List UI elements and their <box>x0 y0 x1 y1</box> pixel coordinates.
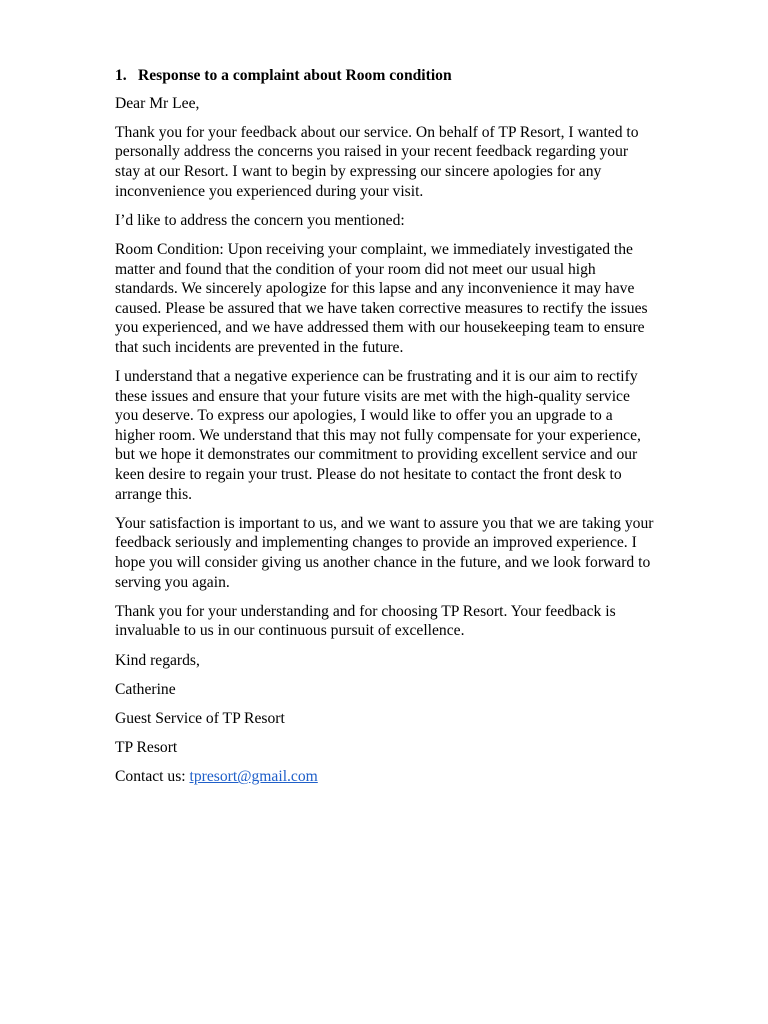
paragraph-line: standards. We sincerely apologize for this lapse and any inconvenience it may have <box>115 280 635 298</box>
signature-company: TP Resort <box>115 739 178 757</box>
paragraph-line: caused. Please be assured that we have taken corrective measures to rectify the issues <box>115 299 648 317</box>
paragraph-line: higher room. We understand that this may not fully compensate for your experience, <box>115 426 641 444</box>
paragraph-line: serving you again. <box>115 573 230 591</box>
paragraph-line: you experienced, and we have addressed them with our housekeeping team to ensure <box>115 319 645 337</box>
paragraph-line: Thank you for your feedback about our service. On behalf of TP Resort, I wanted to <box>115 123 639 141</box>
paragraph-intro <box>115 123 700 201</box>
signature-role: Guest Service of TP Resort <box>115 709 285 727</box>
paragraph-line: I’d like to address the concern you mentioned: <box>115 211 405 229</box>
paragraph-line: Your satisfaction is important to us, and we want to assure you that we are taking your <box>115 514 654 532</box>
email-link[interactable]: tpresort@gmail.com <box>189 768 318 786</box>
paragraph-line: personally address the concerns you raised in your recent feedback regarding your <box>115 143 629 161</box>
paragraph-line: you deserve. To express our apologies, I would like to offer you an upgrade to a <box>115 407 613 425</box>
paragraph-line: that such incidents are prevented in the future. <box>115 338 404 356</box>
paragraph-line: keen desire to regain your trust. Please do not hesitate to contact the front desk to <box>115 466 622 484</box>
paragraph-line: but we hope it demonstrates our commitment to providing excellent service and our <box>115 446 638 464</box>
letter-document <box>115 66 700 797</box>
signature-name: Catherine <box>115 680 176 698</box>
paragraph-line: Thank you for your understanding and for choosing TP Resort. Your feedback is <box>115 602 616 620</box>
paragraph-line: these issues and ensure that your future visits are met with the high-quality service <box>115 387 630 405</box>
paragraph-upgrade-offer <box>115 367 700 504</box>
paragraph-line: I understand that a negative experience can be frustrating and it is our aim to rectify <box>115 368 638 386</box>
paragraph-thanks <box>115 602 700 641</box>
paragraph-line: stay at our Resort. I want to begin by expressing our sincere apologies for any <box>115 162 602 180</box>
paragraph-satisfaction <box>115 514 700 592</box>
paragraph-line: feedback seriously and implementing changes to provide an improved experience. I <box>115 534 637 552</box>
contact-label: Contact us: <box>115 768 186 786</box>
paragraph-line: matter and found that the condition of your room did not meet our usual high <box>115 260 596 278</box>
paragraph-line: Room Condition: Upon receiving your complaint, we immediately investigated the <box>115 240 633 258</box>
heading-number: 1. <box>115 67 127 84</box>
paragraph-line: arrange this. <box>115 485 193 503</box>
paragraph-line: hope you will consider giving us another chance in the future, and we look forward to <box>115 554 651 572</box>
paragraph-room-condition <box>115 240 700 358</box>
closing-regards: Kind regards, <box>115 651 200 669</box>
heading-title: Response to a complaint about Room condition <box>138 67 452 84</box>
paragraph-line: inconvenience you experienced during your visit. <box>115 182 424 200</box>
paragraph-line: invaluable to us in our continuous pursuit of excellence. <box>115 622 465 640</box>
letter-heading <box>115 66 700 86</box>
salutation: Dear Mr Lee, <box>115 94 200 112</box>
paragraph-concern-intro <box>115 211 700 231</box>
contact-line <box>115 767 700 787</box>
